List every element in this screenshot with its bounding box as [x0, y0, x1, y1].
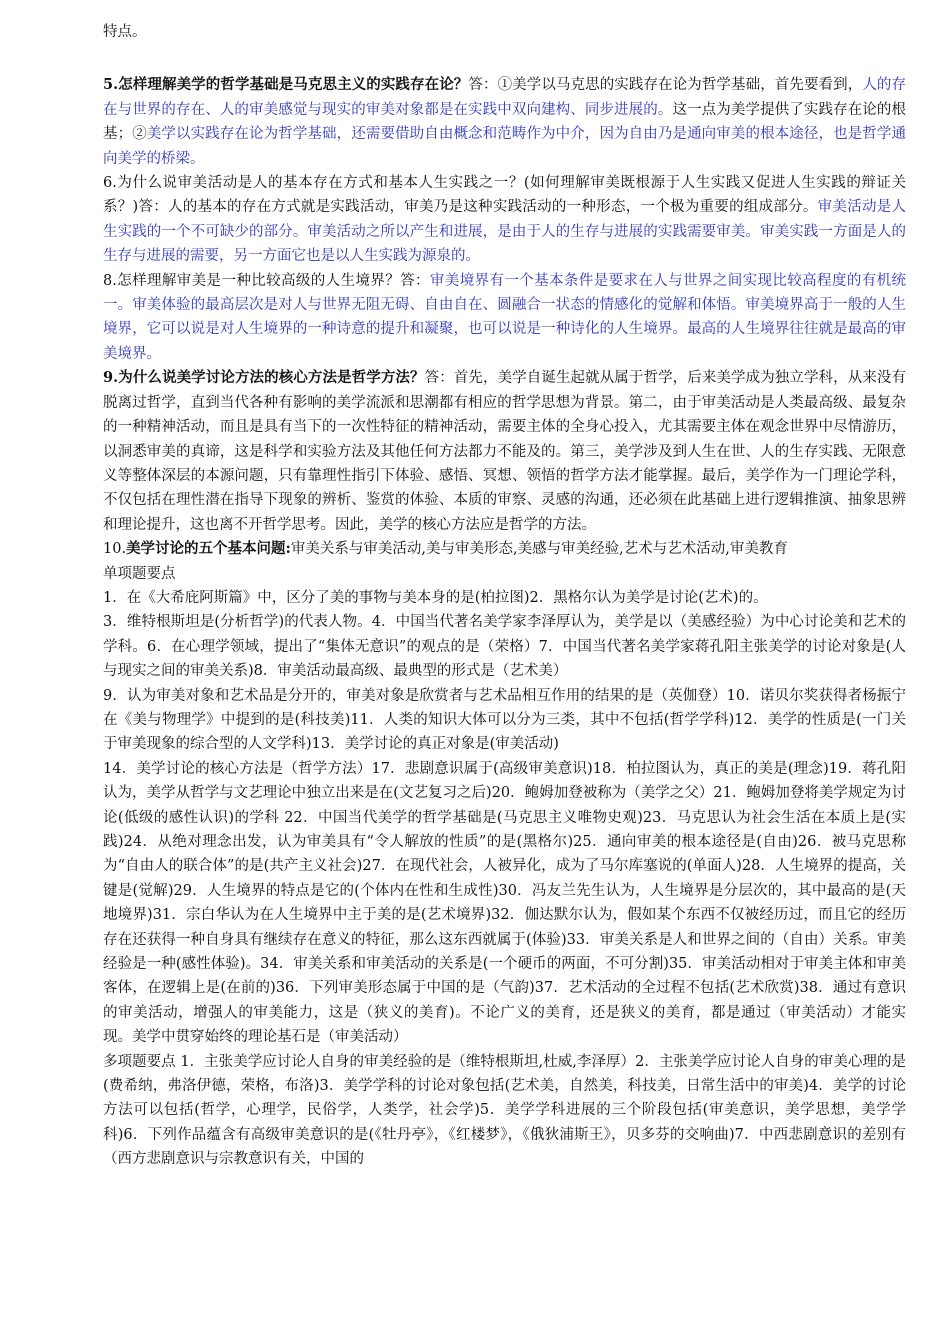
- answer-text: 答：首先，美学自诞生起就从属于哲学，后来美学成为独立学科，从来没有脱离过哲学，直到当代各种有影响的美学流派和思潮都有相应的哲学思想为背景。第二，由于审美活动是人类最高级、最复杂的一种精神活动，而且是具有当下的一次性特征的精神活动，需要主体的全身心投入，尤其需要主体在观念世界中尽情游历，以洞悉审美的真谛，这是科学和实验方法及其他任何方法都力不能及的。第三，美学涉及到人生在世、人的生存实践、无限意义等整体深层的本源问题，只有靠理性指引下体验、感悟、冥想、领悟的哲学方法才能掌握。最后，美学作为一门理论学科，不仅包括在理性潜在指导下现象的辨析、鉴赏的体验、本质的审察、灵感的沟通，还必须在此基础上进行逻辑推演、抽象思辨和理论提升，这也离不开哲学思考。因此，美学的核心方法应是哲学的方法。: [103, 370, 907, 533]
- multi-choice-items: [103, 1050, 906, 1172]
- text: 单项题要点: [103, 565, 176, 582]
- question-number: 10.: [103, 541, 127, 558]
- highlighted-answer: 审美境界有一个基本条件是要求在人与世界之间实现比较高程度的有机统一。审美体验的最高层次是对人与世界无阻无碍、自由自在、圆融合一状态的情感化的觉解和体悟。审美境界高于一般的人生境界，它可以说是对人生境界的一种诗意的提升和凝聚，也可以说是一种诗化的人生境界。最高的人生境界往往就是最高的审美境界。: [103, 272, 907, 362]
- text: 多项题要点 1．主张美学应讨论人自身的审美经验的是（维特根斯坦,杜威,李泽厚）2．主张美学应讨论人自身的审美心理的是(费希纳，弗洛伊德，荣格，布洛)3．美学学科的讨论对象包括(艺术美，自然美，科技美，日常生活中的审美)4．美学的讨论方法可以包括(哲学，心理学，民俗学，人类学，社会学)5．美学学科进展的三个阶段包括(审美意识，美学思想，美学学科)6．下列作品蕴含有高级审美意识的是(《牡丹亭》，《红楼梦》，《俄狄浦斯王》，贝多芬的交响曲)7．中西悲剧意识的差别有（西方悲剧意识与宗教意识有关，中国的: [103, 1053, 906, 1168]
- text: 9．认为审美对象和艺术品是分开的，审美对象是欣赏者与艺术品相互作用的结果的是（英伽登）10．诺贝尔奖获得者杨振宁在《美与物理学》中提到的是(科技美)11．人类的知识大体可以分为三类，其中不包括(哲学学科)12．美学的性质是(一门关于审美现象的综合型的人文学科)13．美学讨论的真正对象是(审美活动): [103, 687, 906, 753]
- answer-text: 审美关系与审美活动,美与审美形态,美感与审美经验,艺术与艺术活动,审美教育: [290, 541, 788, 558]
- single-choice-items-2: [103, 610, 906, 683]
- text: 特点。: [103, 24, 147, 40]
- paragraph-q9: [103, 366, 906, 537]
- question-10-heading: 美学讨论的五个基本问题:: [126, 540, 291, 558]
- text: 3．维特根斯坦是(分析哲学)的代表人物。4．中国当代著名美学家李泽厚认为，美学是以（美感经验）为中心讨论美和艺术的学科。6．在心理学领域，提出了“集体无意识”的观点的是（荣格）7．中国当代著名美学家蒋孔阳主张美学的讨论对象是(人与现实之间的审美关系)8．审美活动最高级、最典型的形式是（艺术美）: [103, 614, 906, 680]
- paragraph-q10: [103, 537, 906, 561]
- paragraph-intro-fragment: [103, 20, 906, 44]
- text: 14．美学讨论的核心方法是（哲学方法）17．悲剧意识属于(高级审美意识)18．柏拉图认为，真正的美是(理念)19．蒋孔阳认为，美学从哲学与文艺理论中独立出来是在(文艺复习之后)20．鲍姆加登被称为（美学之父）21．鲍姆加登将美学规定为讨论(低级的感性认识)的学科 22．中国当代美学的哲学基础是(马克思主义唯物史观)23．马克思认为社会生活在本质上是(实践)24．从绝对理念出发，认为审美具有“令人解放的性质”的是(黑格尔)25．通向审美的根本途径是(自由)26．被马克思称为“自由人的联合体”的是(共产主义社会)27．在现代社会，人被异化，成为了马尔库塞说的(单面人)28．人生境界的提高，关键是(觉解)29．人生境界的特点是它的(个体内在性和生成性)30．冯友兰先生认为，人生境界是分层次的，其中最高的是(天地境界)31．宗白华认为在人生境界中主于美的是(艺术境界)32．伽达默尔认为，假如某个东西不仅被经历过，而且它的经历存在还获得一种自身具有继续存在意义的特征，那么这东西就属于(体验)33．审美关系是人和世界之间的（自由）关系。审美经验是一种(感性体验)。34．审美关系和审美活动的关系是(一个硬币的两面，不可分割)35．审美活动相对于审美主体和审美客体，在逻辑上是(在前的)36．下列审美形态属于中国的是（气韵)37．艺术活动的全过程不包括(艺术欣赏)38．通过有意识的审美活动，增强人的审美能力，这是（狭义的美育)。不论广义的美育，还是狭义的美育，都是通过（审美活动）才能实现。美学中贯穿始终的理论基石是（审美活动）: [103, 760, 906, 1046]
- single-choice-items-3: [103, 684, 906, 757]
- answer-text: 这一点为美学提供了实践存在论的根基；②: [103, 101, 906, 143]
- paragraph-q8: [103, 269, 906, 367]
- single-choice-items-4: [103, 757, 906, 1050]
- highlighted-answer: 审美活动是人生实践的一个不可缺少的部分。审美活动之所以产生和进展，是由于人的生存与进展的实践需要审美。审美实践一方面是人的生存与进展的需要，另一方面它也是以人生实践为源泉的。: [103, 199, 906, 265]
- question-5-heading: 5.怎样理解美学的哲学基础是马克思主义的实践存在论？: [103, 76, 469, 94]
- single-choice-heading: [103, 562, 906, 586]
- question-9-heading: 9.为什么说美学讨论方法的核心方法是哲学方法？: [103, 369, 425, 387]
- highlighted-answer: 人的存在与世界的存在、人的审美感觉与现实的审美对象都是在实践中双向建构、同步进展的。: [103, 77, 907, 118]
- text: 1．在《大希庇阿斯篇》中，区分了美的事物与美本身的是(柏拉图)2．黑格尔认为美学是讨论(艺术)的。: [103, 589, 768, 606]
- blank-line: [103, 44, 906, 73]
- paragraph-q5: [103, 73, 906, 171]
- question-8-text: 8.怎样理解审美是一种比较高级的人生境界？答：: [103, 272, 430, 289]
- question-6-text: 6.为什么说审美活动是人的基本存在方式和基本人生实践之一？(如何理解审美既根源于人生实践又促进人生实践的辩证关系？)答：人的基本的存在方式就是实践活动，审美乃是这种实践活动的一种形态，一个极为重要的组成部分。: [103, 175, 906, 216]
- single-choice-items-1: [103, 586, 906, 610]
- highlighted-answer: 美学以实践存在论为哲学基础，还需要借助自由概念和范畴作为中介，因为自由乃是通向审美的根本途径，也是哲学通向美学的桥梁。: [103, 126, 907, 167]
- answer-text: 答：①美学以马克思的实践存在论为哲学基础，首先要看到，: [468, 77, 863, 94]
- paragraph-q6: [103, 171, 906, 269]
